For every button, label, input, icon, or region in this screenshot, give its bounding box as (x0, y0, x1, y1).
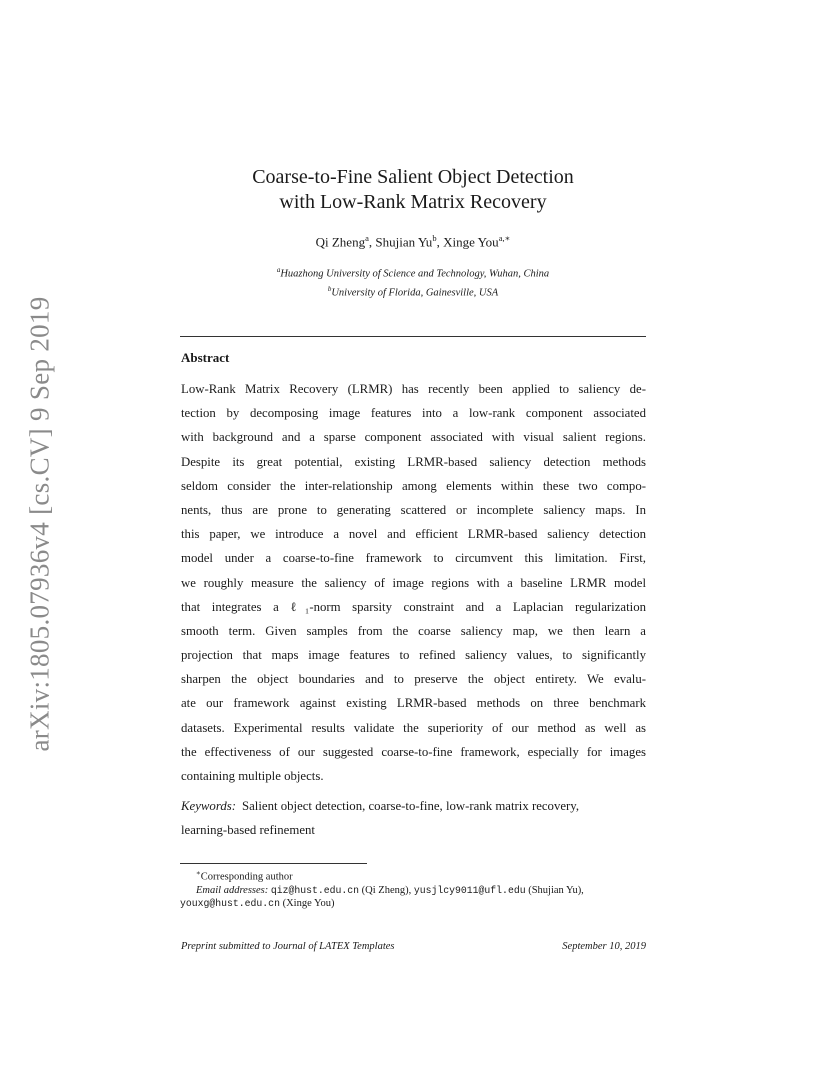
preprint-note: Preprint submitted to Journal of LATEX Templates (181, 941, 395, 952)
abstract-line: tection by decomposing image features into a low-rank component associated (181, 406, 646, 421)
abstract-line: the effectiveness of our suggested coarse-to-fine framework, especially for images (181, 744, 646, 759)
email-addresses-cont: youxg@hust.edu.cn (Xinge You) (180, 897, 335, 909)
abstract-line: seldom consider the inter-relationship among elements within these two compo- (181, 478, 646, 493)
affiliations (180, 263, 646, 300)
affiliation: $^a$Huazhong University of Science and Technology, Wuhan, China (276, 266, 550, 280)
abstract-line: with background and a sparse component associated with visual salient regions. (181, 430, 646, 445)
author-affiliation-mark: a,∗ (498, 233, 511, 243)
author-name: Qi Zheng (315, 234, 366, 250)
author-list: Qi Zheng$^a$, Shujian Yu$^b$, Xinge You$^{a,∗}$ (315, 233, 511, 250)
footnotes (180, 867, 646, 910)
preprint-date: September 10, 2019 (562, 941, 646, 952)
email-link[interactable]: yusjlcy9011@ufl.edu (413, 884, 526, 896)
email-link[interactable]: youxg@hust.edu.cn (180, 897, 280, 909)
author-name: Shujian Yu (375, 234, 433, 250)
abstract-line: projection that maps image features to refined saliency values, to significantly (181, 648, 646, 663)
email-label: Email addresses: (196, 884, 269, 896)
abstract-line: smooth term. Given samples from the coarse saliency map, we then learn a (181, 623, 646, 638)
abstract-line: model under a coarse-to-fine framework to circumvent this limitation. First, (181, 551, 646, 566)
abstract-line: sharpen the object boundaries and to preserve the object entirety. We evalu- (181, 672, 646, 687)
footnote-rule (180, 863, 367, 864)
title-line-1: Coarse-to-Fine Salient Object Detection (252, 166, 574, 188)
abstract-body (181, 380, 646, 791)
title-line-2: with Low-Rank Matrix Recovery (279, 191, 547, 213)
affiliation: $^b$University of Florida, Gainesville, USA (327, 284, 499, 298)
email-addresses: Email addresses: qiz@hust.edu.cn (Qi Zheng), yusjlcy9011@ufl.edu (Shujian Yu), (196, 884, 584, 896)
arxiv-id: arXiv:1805.07936v4 [cs.CV] 9 Sep 2019 (24, 296, 55, 752)
keywords-text: learning-based refinement (181, 823, 315, 838)
abstract-line: this paper, we introduce a novel and efficient LRMR-based saliency detection (181, 527, 646, 542)
abstract-top-rule (180, 336, 646, 337)
corresponding-author-note: ∗Corresponding author (196, 869, 293, 883)
abstract-line: that integrates a ℓ₁-norm sparsity constraint and a Laplacian regularization (181, 599, 646, 614)
abstract-line: datasets. Experimental results validate the superiority of our method as well as (181, 720, 646, 735)
author-affiliation-mark: a (365, 233, 369, 243)
abstract-line: nents, thus are prone to generating scattered or incomplete saliency maps. In (181, 502, 646, 517)
keywords (181, 797, 646, 845)
abstract-line: Low-Rank Matrix Recovery (LRMR) has recently been applied to saliency de- (181, 382, 646, 396)
abstract-heading: Abstract (181, 350, 230, 365)
paper-title (180, 165, 646, 215)
keywords-label: Keywords: (181, 799, 236, 813)
abstract-line: Despite its great potential, existing LRMR-based saliency detection methods (181, 454, 646, 469)
abstract-line: we roughly measure the saliency of image regions with a baseline LRMR model (181, 575, 646, 590)
author-affiliation-mark: b (432, 233, 437, 243)
abstract-line: containing multiple objects. (181, 769, 324, 783)
keywords-text: Salient object detection, coarse-to-fine, low-rank matrix recovery, (241, 799, 580, 813)
email-link[interactable]: qiz@hust.edu.cn (270, 884, 360, 896)
author-name: Xinge You (443, 234, 499, 250)
abstract-line: ate our framework against existing LRMR-based methods on three benchmark (181, 696, 646, 711)
arxiv-stamp (0, 294, 80, 754)
